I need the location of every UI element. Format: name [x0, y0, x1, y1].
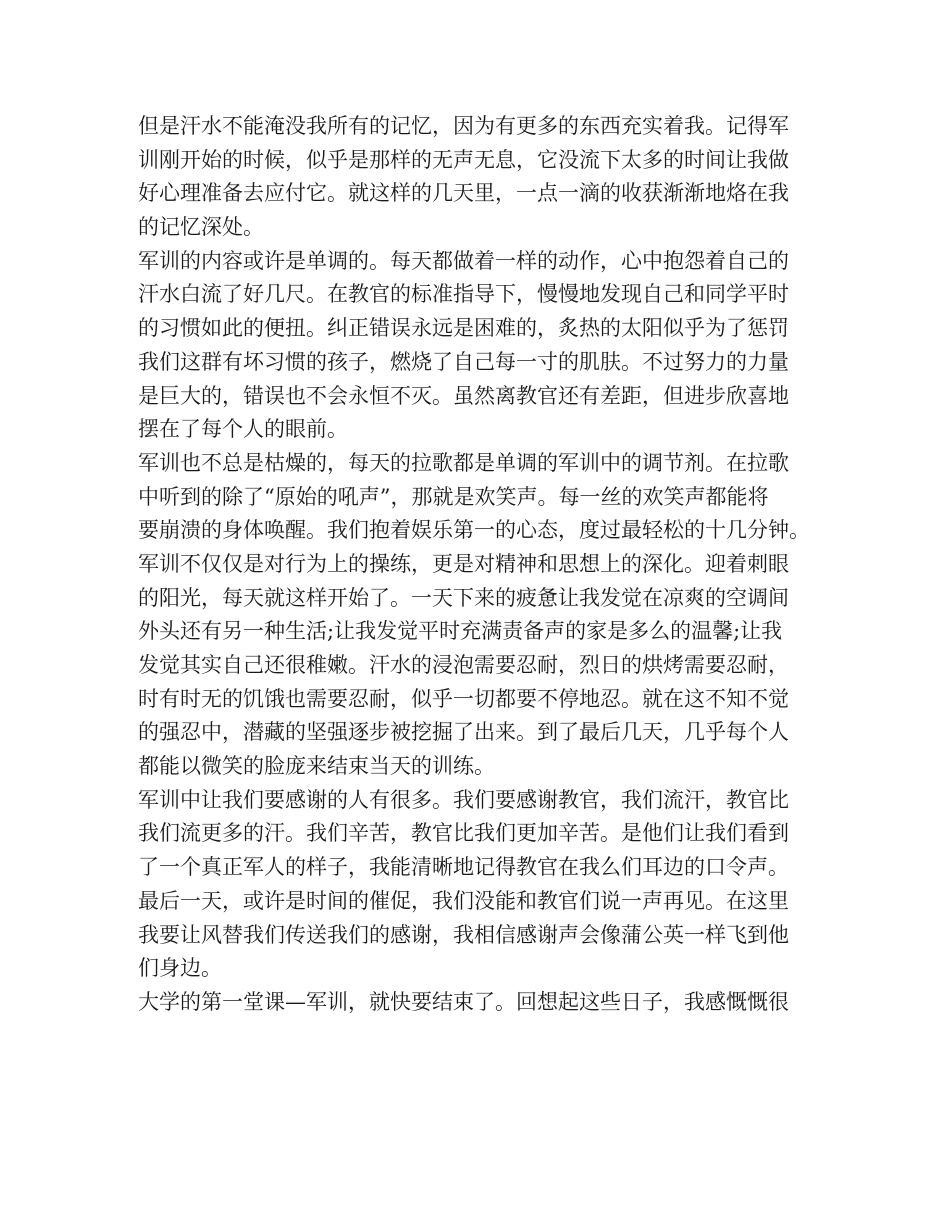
text-line: 发觉其实自己还很稚嫩。汗水的浸泡需要忍耐，烈日的烘烤需要忍耐，	[138, 653, 789, 677]
text-line: 军训不仅仅是对行为上的操练，更是对精神和思想上的深化。迎着刺眼	[138, 551, 789, 576]
text-line: 大学的第一堂课—军训，就快要结束了。回想起这些日子，我感慨慨很	[138, 989, 789, 1014]
text-line: 的阳光，每天就这样开始了。一天下来的疲惫让我发觉在凉爽的空调间	[138, 585, 789, 610]
text-line: 了一个真正军人的样子，我能清晰地记得教官在我么们耳边的口令声。	[138, 855, 789, 880]
text-line: 时有时无的饥饿也需要忍耐，似乎一切都要不停地忍。就在这不知不觉	[138, 686, 789, 711]
text-line: 中听到的除了“原始的吼声”，那就是欢笑声。每一丝的欢笑声都能将	[138, 484, 769, 509]
text-line: 训刚开始的时候，似乎是那样的无声无息，它没流下太多的时间让我做	[138, 147, 789, 172]
text-line: 我们流更多的汗。我们辛苦，教官比我们更加辛苦。是他们让我们看到	[138, 821, 789, 846]
body-text	[138, 110, 828, 1020]
text-line: 最后一天，或许是时间的催促，我们没能和教官们说一声再见。在这里	[138, 888, 789, 913]
text-line: 摆在了每个人的眼前。	[138, 417, 348, 442]
text-line: 都能以微笑的脸庞来结束当天的训练。	[138, 754, 495, 779]
text-line: 我们这群有坏习惯的孩子，燃烧了自己每一寸的肌肤。不过努力的力量	[138, 349, 789, 374]
text-line: 外头还有另一种生活;让我发觉平时充满责备声的家是多么的温馨;让我	[138, 619, 783, 644]
text-line: 汗水白流了好几尺。在教官的标准指导下，慢慢地发现自己和同学平时	[138, 282, 789, 307]
text-line: 的记忆深处。	[138, 215, 264, 240]
text-line: 军训的内容或许是单调的。每天都做着一样的动作，心中抱怨着自己的	[138, 248, 789, 273]
text-line: 好心理准备去应付它。就这样的几天里，一点一滴的收获渐渐地烙在我	[138, 181, 789, 206]
text-line: 但是汗水不能淹没我所有的记忆，因为有更多的东西充实着我。记得军	[138, 114, 789, 138]
text-line: 军训也不总是枯燥的，每天的拉歌都是单调的军训中的调节剂。在拉歌	[138, 450, 789, 475]
text-line: 是巨大的，错误也不会永恒不灭。虽然离教官还有差距，但进步欣喜地	[138, 383, 789, 408]
text-line: 要崩溃的身体唤醒。我们抱着娱乐第一的心态，度过最轻松的十几分钟。	[138, 518, 810, 543]
text-line: 的强忍中，潜藏的坚强逐步被挖掘了出来。到了最后几天，几乎每个人	[138, 720, 789, 745]
text-line: 我要让风替我们传送我们的感谢，我相信感谢声会像蒲公英一样飞到他	[138, 922, 789, 947]
text-line: 军训中让我们要感谢的人有很多。我们要感谢教官，我们流汗，教官比	[138, 787, 789, 812]
text-line: 们身边。	[138, 956, 222, 981]
text-line: 的习惯如此的便扭。纠正错误永远是困难的，炙热的太阳似乎为了惩罚	[138, 316, 789, 341]
